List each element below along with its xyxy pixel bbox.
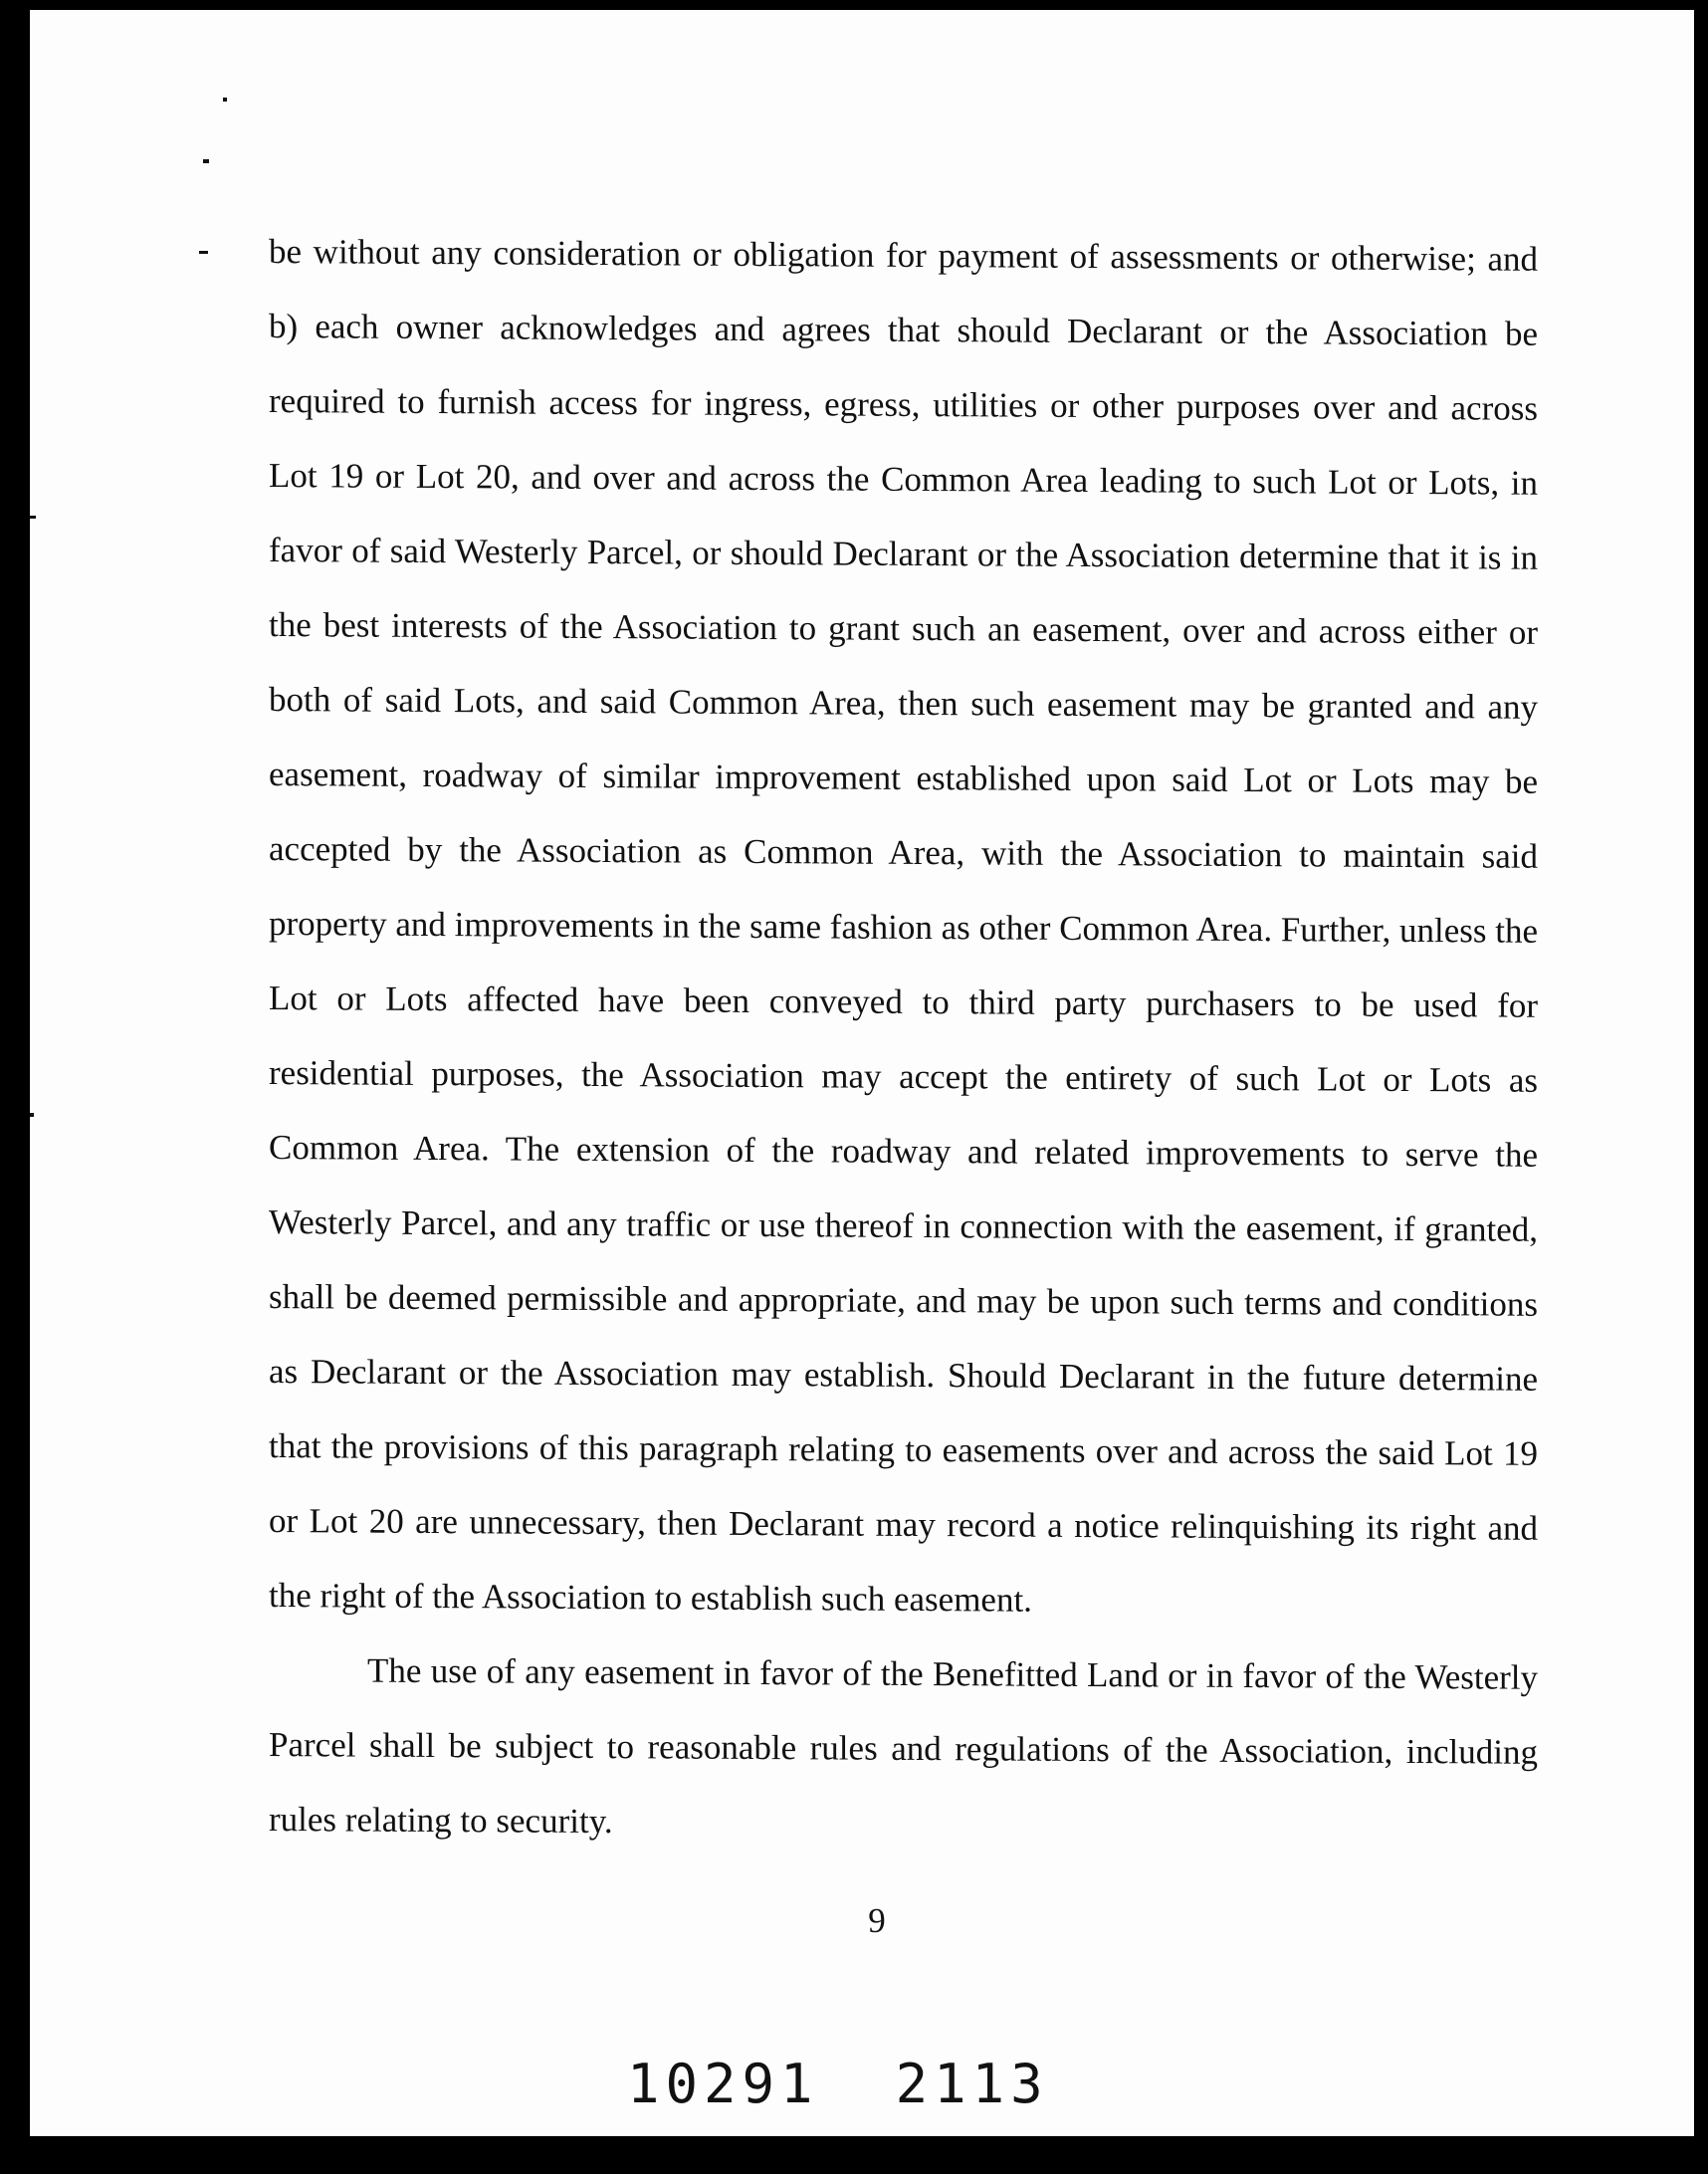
body-text <box>269 214 1538 1864</box>
recording-stamp: 10291 2113 <box>627 2053 1049 2115</box>
document-page <box>30 10 1694 2136</box>
paragraph-easement-access: be without any consideration or obligation for payment of assessments or otherwise; and b) each owner acknowledges and agrees that should Declarant or the Association be required to furnish access for ingress, egress, utilities or other purposes over and across Lot 19 or Lot 20, and over and across the Common Area leading to such Lot or Lots, in favor of said Westerly Parcel, or should Declarant or the Association determine that it is in the best interests of the Association to grant such an easement, over and across either or both of said Lots, and said Common Area, then such easement may be granted and any easement, roadway of similar improvement established upon said Lot or Lots may be accepted by the Association as Common Area, with the Association to maintain said property and improvements in the same fashion as other Common Area. Further, unless the Lot or Lots affected have been conveyed to third party purchasers to be used for residential purposes, the Association may accept the entirety of such Lot or Lots as Common Area. The extension of the roadway and related improvements to serve the Westerly Parcel, and any traffic or use thereof in connection with the easement, if granted, shall be deemed permissible and appropriate, and may be upon such terms and conditions as Declarant or the Association may establish. Should Declarant in the future determine that the provisions of this paragraph relating to easements over and across the said Lot 19 or Lot 20 are unnecessary, then Declarant may record a notice relinquishing its right and the right of the Association to establish such easement. <box>269 232 1538 1620</box>
scan-speck <box>223 98 227 102</box>
scan-speck <box>30 516 36 519</box>
page-number: 9 <box>868 1901 886 1940</box>
scan-speck <box>30 1113 34 1117</box>
scan-speck <box>199 251 208 254</box>
paragraph-easement-rules: The use of any easement in favor of the Benefitted Land or in favor of the Westerly Parcel shall be subject to reasonable rules and regulations of the Association, including rules relating to security. <box>269 1650 1538 1842</box>
scan-top-edge <box>348 0 1708 5</box>
scan-speck <box>203 159 209 163</box>
